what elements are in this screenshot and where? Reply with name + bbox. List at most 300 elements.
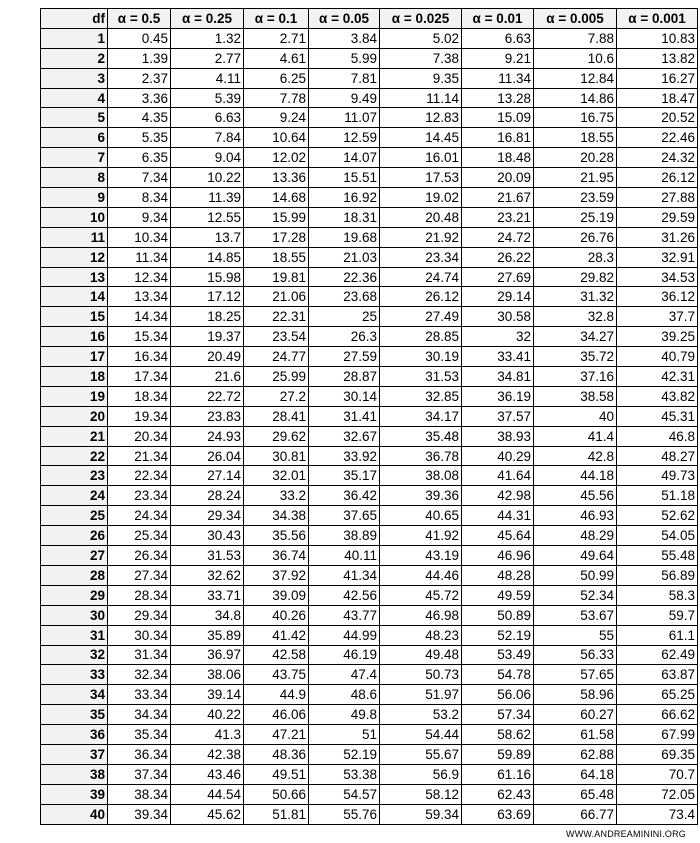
alpha-header: α = 0.01 bbox=[462, 9, 534, 29]
critical-value-cell: 42.38 bbox=[171, 744, 244, 764]
critical-value-cell: 11.39 bbox=[171, 188, 244, 208]
critical-value-cell: 44.54 bbox=[171, 784, 244, 804]
critical-value-cell: 28.87 bbox=[309, 367, 380, 387]
alpha-header: α = 0.25 bbox=[171, 9, 244, 29]
critical-value-cell: 39.25 bbox=[617, 327, 698, 347]
critical-value-cell: 9.04 bbox=[171, 148, 244, 168]
critical-value-cell: 34.81 bbox=[462, 367, 534, 387]
chi-square-table bbox=[40, 8, 698, 825]
critical-value-cell: 10.6 bbox=[534, 48, 617, 68]
critical-value-cell: 6.63 bbox=[462, 28, 534, 48]
critical-value-cell: 32 bbox=[462, 327, 534, 347]
critical-value-cell: 54.44 bbox=[380, 725, 462, 745]
critical-value-cell: 0.45 bbox=[108, 28, 171, 48]
critical-value-cell: 21.92 bbox=[380, 227, 462, 247]
critical-value-cell: 12.02 bbox=[244, 148, 309, 168]
table-row bbox=[41, 605, 698, 625]
critical-value-cell: 8.34 bbox=[108, 188, 171, 208]
critical-value-cell: 44.9 bbox=[244, 685, 309, 705]
critical-value-cell: 40.29 bbox=[462, 446, 534, 466]
critical-value-cell: 33.92 bbox=[309, 446, 380, 466]
critical-value-cell: 13.28 bbox=[462, 88, 534, 108]
critical-value-cell: 1.32 bbox=[171, 28, 244, 48]
critical-value-cell: 49.73 bbox=[617, 466, 698, 486]
critical-value-cell: 37.92 bbox=[244, 565, 309, 585]
table-row bbox=[41, 168, 698, 188]
critical-value-cell: 63.87 bbox=[617, 665, 698, 685]
critical-value-cell: 9.49 bbox=[309, 88, 380, 108]
critical-value-cell: 26.76 bbox=[534, 227, 617, 247]
critical-value-cell: 26.3 bbox=[309, 327, 380, 347]
critical-value-cell: 54.78 bbox=[462, 665, 534, 685]
critical-value-cell: 35.17 bbox=[309, 466, 380, 486]
critical-value-cell: 23.21 bbox=[462, 207, 534, 227]
critical-value-cell: 50.89 bbox=[462, 605, 534, 625]
critical-value-cell: 17.12 bbox=[171, 287, 244, 307]
critical-value-cell: 52.34 bbox=[534, 585, 617, 605]
df-cell: 28 bbox=[41, 565, 108, 585]
critical-value-cell: 67.99 bbox=[617, 725, 698, 745]
critical-value-cell: 36.74 bbox=[244, 546, 309, 566]
df-cell: 23 bbox=[41, 466, 108, 486]
critical-value-cell: 7.38 bbox=[380, 48, 462, 68]
critical-value-cell: 24.34 bbox=[108, 506, 171, 526]
df-cell: 24 bbox=[41, 486, 108, 506]
table-row bbox=[41, 267, 698, 287]
table-row bbox=[41, 665, 698, 685]
critical-value-cell: 43.46 bbox=[171, 764, 244, 784]
critical-value-cell: 9.35 bbox=[380, 68, 462, 88]
table-row bbox=[41, 48, 698, 68]
critical-value-cell: 31.41 bbox=[309, 406, 380, 426]
critical-value-cell: 19.81 bbox=[244, 267, 309, 287]
critical-value-cell: 22.36 bbox=[309, 267, 380, 287]
critical-value-cell: 3.84 bbox=[309, 28, 380, 48]
table-row bbox=[41, 446, 698, 466]
critical-value-cell: 19.68 bbox=[309, 227, 380, 247]
critical-value-cell: 23.68 bbox=[309, 287, 380, 307]
critical-value-cell: 46.06 bbox=[244, 705, 309, 725]
critical-value-cell: 22.46 bbox=[617, 128, 698, 148]
critical-value-cell: 31.53 bbox=[171, 546, 244, 566]
critical-value-cell: 45.64 bbox=[462, 526, 534, 546]
critical-value-cell: 56.06 bbox=[462, 685, 534, 705]
critical-value-cell: 42.31 bbox=[617, 367, 698, 387]
critical-value-cell: 19.34 bbox=[108, 406, 171, 426]
critical-value-cell: 37.57 bbox=[462, 406, 534, 426]
critical-value-cell: 19.37 bbox=[171, 327, 244, 347]
critical-value-cell: 66.62 bbox=[617, 705, 698, 725]
critical-value-cell: 18.31 bbox=[309, 207, 380, 227]
critical-value-cell: 49.51 bbox=[244, 764, 309, 784]
critical-value-cell: 13.82 bbox=[617, 48, 698, 68]
df-cell: 11 bbox=[41, 227, 108, 247]
critical-value-cell: 16.27 bbox=[617, 68, 698, 88]
critical-value-cell: 10.22 bbox=[171, 168, 244, 188]
critical-value-cell: 33.2 bbox=[244, 486, 309, 506]
critical-value-cell: 36.78 bbox=[380, 446, 462, 466]
df-cell: 38 bbox=[41, 764, 108, 784]
critical-value-cell: 3.36 bbox=[108, 88, 171, 108]
alpha-header: α = 0.025 bbox=[380, 9, 462, 29]
critical-value-cell: 69.35 bbox=[617, 744, 698, 764]
critical-value-cell: 15.09 bbox=[462, 108, 534, 128]
critical-value-cell: 21.95 bbox=[534, 168, 617, 188]
critical-value-cell: 12.83 bbox=[380, 108, 462, 128]
critical-value-cell: 27.49 bbox=[380, 307, 462, 327]
critical-value-cell: 40.65 bbox=[380, 506, 462, 526]
critical-value-cell: 36.42 bbox=[309, 486, 380, 506]
table-body bbox=[41, 28, 698, 824]
critical-value-cell: 51.97 bbox=[380, 685, 462, 705]
critical-value-cell: 14.45 bbox=[380, 128, 462, 148]
critical-value-cell: 21.34 bbox=[108, 446, 171, 466]
critical-value-cell: 50.73 bbox=[380, 665, 462, 685]
table-row bbox=[41, 307, 698, 327]
critical-value-cell: 36.19 bbox=[462, 386, 534, 406]
table-row bbox=[41, 526, 698, 546]
critical-value-cell: 46.93 bbox=[534, 506, 617, 526]
critical-value-cell: 7.88 bbox=[534, 28, 617, 48]
critical-value-cell: 2.71 bbox=[244, 28, 309, 48]
critical-value-cell: 30.43 bbox=[171, 526, 244, 546]
table-row bbox=[41, 585, 698, 605]
critical-value-cell: 27.88 bbox=[617, 188, 698, 208]
critical-value-cell: 43.75 bbox=[244, 665, 309, 685]
critical-value-cell: 54.05 bbox=[617, 526, 698, 546]
critical-value-cell: 9.34 bbox=[108, 207, 171, 227]
critical-value-cell: 38.06 bbox=[171, 665, 244, 685]
critical-value-cell: 18.48 bbox=[462, 148, 534, 168]
alpha-header: α = 0.001 bbox=[617, 9, 698, 29]
critical-value-cell: 31.53 bbox=[380, 367, 462, 387]
critical-value-cell: 29.34 bbox=[108, 605, 171, 625]
df-cell: 8 bbox=[41, 168, 108, 188]
critical-value-cell: 11.34 bbox=[462, 68, 534, 88]
critical-value-cell: 47.4 bbox=[309, 665, 380, 685]
critical-value-cell: 32.67 bbox=[309, 426, 380, 446]
alpha-header: α = 0.05 bbox=[309, 9, 380, 29]
table-row bbox=[41, 207, 698, 227]
critical-value-cell: 45.62 bbox=[171, 804, 244, 824]
critical-value-cell: 18.34 bbox=[108, 386, 171, 406]
critical-value-cell: 34.53 bbox=[617, 267, 698, 287]
critical-value-cell: 6.35 bbox=[108, 148, 171, 168]
df-cell: 36 bbox=[41, 725, 108, 745]
table-row bbox=[41, 406, 698, 426]
critical-value-cell: 27.2 bbox=[244, 386, 309, 406]
critical-value-cell: 14.85 bbox=[171, 247, 244, 267]
df-cell: 7 bbox=[41, 148, 108, 168]
critical-value-cell: 23.34 bbox=[108, 486, 171, 506]
df-cell: 32 bbox=[41, 645, 108, 665]
critical-value-cell: 11.07 bbox=[309, 108, 380, 128]
df-cell: 12 bbox=[41, 247, 108, 267]
critical-value-cell: 2.37 bbox=[108, 68, 171, 88]
df-cell: 33 bbox=[41, 665, 108, 685]
table-row bbox=[41, 88, 698, 108]
critical-value-cell: 55.76 bbox=[309, 804, 380, 824]
critical-value-cell: 15.34 bbox=[108, 327, 171, 347]
df-cell: 5 bbox=[41, 108, 108, 128]
critical-value-cell: 23.34 bbox=[380, 247, 462, 267]
critical-value-cell: 62.49 bbox=[617, 645, 698, 665]
critical-value-cell: 18.47 bbox=[617, 88, 698, 108]
critical-value-cell: 73.4 bbox=[617, 804, 698, 824]
table-row bbox=[41, 28, 698, 48]
critical-value-cell: 17.28 bbox=[244, 227, 309, 247]
df-cell: 31 bbox=[41, 625, 108, 645]
critical-value-cell: 48.6 bbox=[309, 685, 380, 705]
critical-value-cell: 59.7 bbox=[617, 605, 698, 625]
df-cell: 14 bbox=[41, 287, 108, 307]
table-row bbox=[41, 764, 698, 784]
table-row bbox=[41, 625, 698, 645]
critical-value-cell: 26.04 bbox=[171, 446, 244, 466]
critical-value-cell: 28.85 bbox=[380, 327, 462, 347]
critical-value-cell: 30.81 bbox=[244, 446, 309, 466]
critical-value-cell: 9.21 bbox=[462, 48, 534, 68]
critical-value-cell: 9.24 bbox=[244, 108, 309, 128]
table-row bbox=[41, 725, 698, 745]
df-cell: 6 bbox=[41, 128, 108, 148]
table-row bbox=[41, 68, 698, 88]
critical-value-cell: 27.69 bbox=[462, 267, 534, 287]
critical-value-cell: 11.34 bbox=[108, 247, 171, 267]
critical-value-cell: 6.25 bbox=[244, 68, 309, 88]
critical-value-cell: 7.81 bbox=[309, 68, 380, 88]
critical-value-cell: 1.39 bbox=[108, 48, 171, 68]
critical-value-cell: 27.34 bbox=[108, 565, 171, 585]
df-cell: 4 bbox=[41, 88, 108, 108]
critical-value-cell: 56.33 bbox=[534, 645, 617, 665]
critical-value-cell: 41.4 bbox=[534, 426, 617, 446]
df-cell: 25 bbox=[41, 506, 108, 526]
table-row bbox=[41, 386, 698, 406]
critical-value-cell: 36.97 bbox=[171, 645, 244, 665]
df-cell: 10 bbox=[41, 207, 108, 227]
critical-value-cell: 22.72 bbox=[171, 386, 244, 406]
critical-value-cell: 39.09 bbox=[244, 585, 309, 605]
critical-value-cell: 42.98 bbox=[462, 486, 534, 506]
critical-value-cell: 53.49 bbox=[462, 645, 534, 665]
critical-value-cell: 16.75 bbox=[534, 108, 617, 128]
critical-value-cell: 49.59 bbox=[462, 585, 534, 605]
critical-value-cell: 41.92 bbox=[380, 526, 462, 546]
critical-value-cell: 32.34 bbox=[108, 665, 171, 685]
critical-value-cell: 28.3 bbox=[534, 247, 617, 267]
table-row bbox=[41, 645, 698, 665]
critical-value-cell: 52.19 bbox=[309, 744, 380, 764]
critical-value-cell: 48.27 bbox=[617, 446, 698, 466]
critical-value-cell: 44.31 bbox=[462, 506, 534, 526]
critical-value-cell: 40 bbox=[534, 406, 617, 426]
table-row bbox=[41, 227, 698, 247]
critical-value-cell: 36.12 bbox=[617, 287, 698, 307]
critical-value-cell: 43.82 bbox=[617, 386, 698, 406]
critical-value-cell: 4.35 bbox=[108, 108, 171, 128]
critical-value-cell: 23.54 bbox=[244, 327, 309, 347]
critical-value-cell: 55 bbox=[534, 625, 617, 645]
critical-value-cell: 61.16 bbox=[462, 764, 534, 784]
table-row bbox=[41, 784, 698, 804]
alpha-header: α = 0.1 bbox=[244, 9, 309, 29]
critical-value-cell: 51 bbox=[309, 725, 380, 745]
critical-value-cell: 30.34 bbox=[108, 625, 171, 645]
critical-value-cell: 44.18 bbox=[534, 466, 617, 486]
df-cell: 21 bbox=[41, 426, 108, 446]
critical-value-cell: 47.21 bbox=[244, 725, 309, 745]
critical-value-cell: 18.55 bbox=[534, 128, 617, 148]
critical-value-cell: 59.34 bbox=[380, 804, 462, 824]
df-cell: 26 bbox=[41, 526, 108, 546]
critical-value-cell: 48.28 bbox=[462, 565, 534, 585]
critical-value-cell: 63.69 bbox=[462, 804, 534, 824]
critical-value-cell: 55.67 bbox=[380, 744, 462, 764]
critical-value-cell: 41.64 bbox=[462, 466, 534, 486]
df-cell: 39 bbox=[41, 784, 108, 804]
critical-value-cell: 24.32 bbox=[617, 148, 698, 168]
critical-value-cell: 59.89 bbox=[462, 744, 534, 764]
critical-value-cell: 61.1 bbox=[617, 625, 698, 645]
critical-value-cell: 41.42 bbox=[244, 625, 309, 645]
critical-value-cell: 21.67 bbox=[462, 188, 534, 208]
critical-value-cell: 60.27 bbox=[534, 705, 617, 725]
critical-value-cell: 7.34 bbox=[108, 168, 171, 188]
critical-value-cell: 5.99 bbox=[309, 48, 380, 68]
df-cell: 22 bbox=[41, 446, 108, 466]
table-row bbox=[41, 744, 698, 764]
critical-value-cell: 13.36 bbox=[244, 168, 309, 188]
critical-value-cell: 45.56 bbox=[534, 486, 617, 506]
critical-value-cell: 42.58 bbox=[244, 645, 309, 665]
header-row bbox=[41, 9, 698, 29]
critical-value-cell: 20.28 bbox=[534, 148, 617, 168]
critical-value-cell: 26.22 bbox=[462, 247, 534, 267]
critical-value-cell: 26.12 bbox=[380, 287, 462, 307]
critical-value-cell: 35.56 bbox=[244, 526, 309, 546]
critical-value-cell: 13.7 bbox=[171, 227, 244, 247]
critical-value-cell: 46.96 bbox=[462, 546, 534, 566]
critical-value-cell: 15.51 bbox=[309, 168, 380, 188]
critical-value-cell: 41.34 bbox=[309, 565, 380, 585]
critical-value-cell: 57.65 bbox=[534, 665, 617, 685]
critical-value-cell: 34.38 bbox=[244, 506, 309, 526]
critical-value-cell: 28.24 bbox=[171, 486, 244, 506]
table-row bbox=[41, 148, 698, 168]
table-row bbox=[41, 466, 698, 486]
critical-value-cell: 14.86 bbox=[534, 88, 617, 108]
critical-value-cell: 15.98 bbox=[171, 267, 244, 287]
critical-value-cell: 56.89 bbox=[617, 565, 698, 585]
critical-value-cell: 57.34 bbox=[462, 705, 534, 725]
critical-value-cell: 26.12 bbox=[617, 168, 698, 188]
table-row bbox=[41, 327, 698, 347]
critical-value-cell: 43.19 bbox=[380, 546, 462, 566]
critical-value-cell: 22.31 bbox=[244, 307, 309, 327]
critical-value-cell: 65.25 bbox=[617, 685, 698, 705]
critical-value-cell: 20.52 bbox=[617, 108, 698, 128]
critical-value-cell: 31.34 bbox=[108, 645, 171, 665]
critical-value-cell: 32.62 bbox=[171, 565, 244, 585]
df-cell: 18 bbox=[41, 367, 108, 387]
critical-value-cell: 40.26 bbox=[244, 605, 309, 625]
critical-value-cell: 39.36 bbox=[380, 486, 462, 506]
critical-value-cell: 44.99 bbox=[309, 625, 380, 645]
critical-value-cell: 30.14 bbox=[309, 386, 380, 406]
critical-value-cell: 50.66 bbox=[244, 784, 309, 804]
critical-value-cell: 29.59 bbox=[617, 207, 698, 227]
table-row bbox=[41, 247, 698, 267]
critical-value-cell: 15.99 bbox=[244, 207, 309, 227]
critical-value-cell: 29.62 bbox=[244, 426, 309, 446]
critical-value-cell: 7.84 bbox=[171, 128, 244, 148]
critical-value-cell: 2.77 bbox=[171, 48, 244, 68]
table-row bbox=[41, 546, 698, 566]
critical-value-cell: 45.31 bbox=[617, 406, 698, 426]
table-row bbox=[41, 188, 698, 208]
critical-value-cell: 61.58 bbox=[534, 725, 617, 745]
critical-value-cell: 24.74 bbox=[380, 267, 462, 287]
critical-value-cell: 16.01 bbox=[380, 148, 462, 168]
table-row bbox=[41, 486, 698, 506]
df-cell: 1 bbox=[41, 28, 108, 48]
critical-value-cell: 5.39 bbox=[171, 88, 244, 108]
critical-value-cell: 58.3 bbox=[617, 585, 698, 605]
critical-value-cell: 38.58 bbox=[534, 386, 617, 406]
critical-value-cell: 29.14 bbox=[462, 287, 534, 307]
table-row bbox=[41, 347, 698, 367]
critical-value-cell: 16.81 bbox=[462, 128, 534, 148]
critical-value-cell: 25.19 bbox=[534, 207, 617, 227]
critical-value-cell: 10.83 bbox=[617, 28, 698, 48]
critical-value-cell: 4.11 bbox=[171, 68, 244, 88]
critical-value-cell: 20.09 bbox=[462, 168, 534, 188]
critical-value-cell: 13.34 bbox=[108, 287, 171, 307]
critical-value-cell: 62.88 bbox=[534, 744, 617, 764]
critical-value-cell: 48.29 bbox=[534, 526, 617, 546]
critical-value-cell: 16.92 bbox=[309, 188, 380, 208]
critical-value-cell: 20.49 bbox=[171, 347, 244, 367]
critical-value-cell: 27.14 bbox=[171, 466, 244, 486]
critical-value-cell: 5.02 bbox=[380, 28, 462, 48]
critical-value-cell: 66.77 bbox=[534, 804, 617, 824]
critical-value-cell: 37.16 bbox=[534, 367, 617, 387]
critical-value-cell: 20.34 bbox=[108, 426, 171, 446]
critical-value-cell: 64.18 bbox=[534, 764, 617, 784]
df-cell: 30 bbox=[41, 605, 108, 625]
critical-value-cell: 12.84 bbox=[534, 68, 617, 88]
critical-value-cell: 37.65 bbox=[309, 506, 380, 526]
critical-value-cell: 58.62 bbox=[462, 725, 534, 745]
critical-value-cell: 65.48 bbox=[534, 784, 617, 804]
critical-value-cell: 16.34 bbox=[108, 347, 171, 367]
critical-value-cell: 19.02 bbox=[380, 188, 462, 208]
critical-value-cell: 24.77 bbox=[244, 347, 309, 367]
critical-value-cell: 14.07 bbox=[309, 148, 380, 168]
critical-value-cell: 62.43 bbox=[462, 784, 534, 804]
critical-value-cell: 53.2 bbox=[380, 705, 462, 725]
critical-value-cell: 26.34 bbox=[108, 546, 171, 566]
critical-value-cell: 37.34 bbox=[108, 764, 171, 784]
critical-value-cell: 53.67 bbox=[534, 605, 617, 625]
critical-value-cell: 28.41 bbox=[244, 406, 309, 426]
critical-value-cell: 17.34 bbox=[108, 367, 171, 387]
critical-value-cell: 35.72 bbox=[534, 347, 617, 367]
critical-value-cell: 51.81 bbox=[244, 804, 309, 824]
critical-value-cell: 56.9 bbox=[380, 764, 462, 784]
critical-value-cell: 41.3 bbox=[171, 725, 244, 745]
